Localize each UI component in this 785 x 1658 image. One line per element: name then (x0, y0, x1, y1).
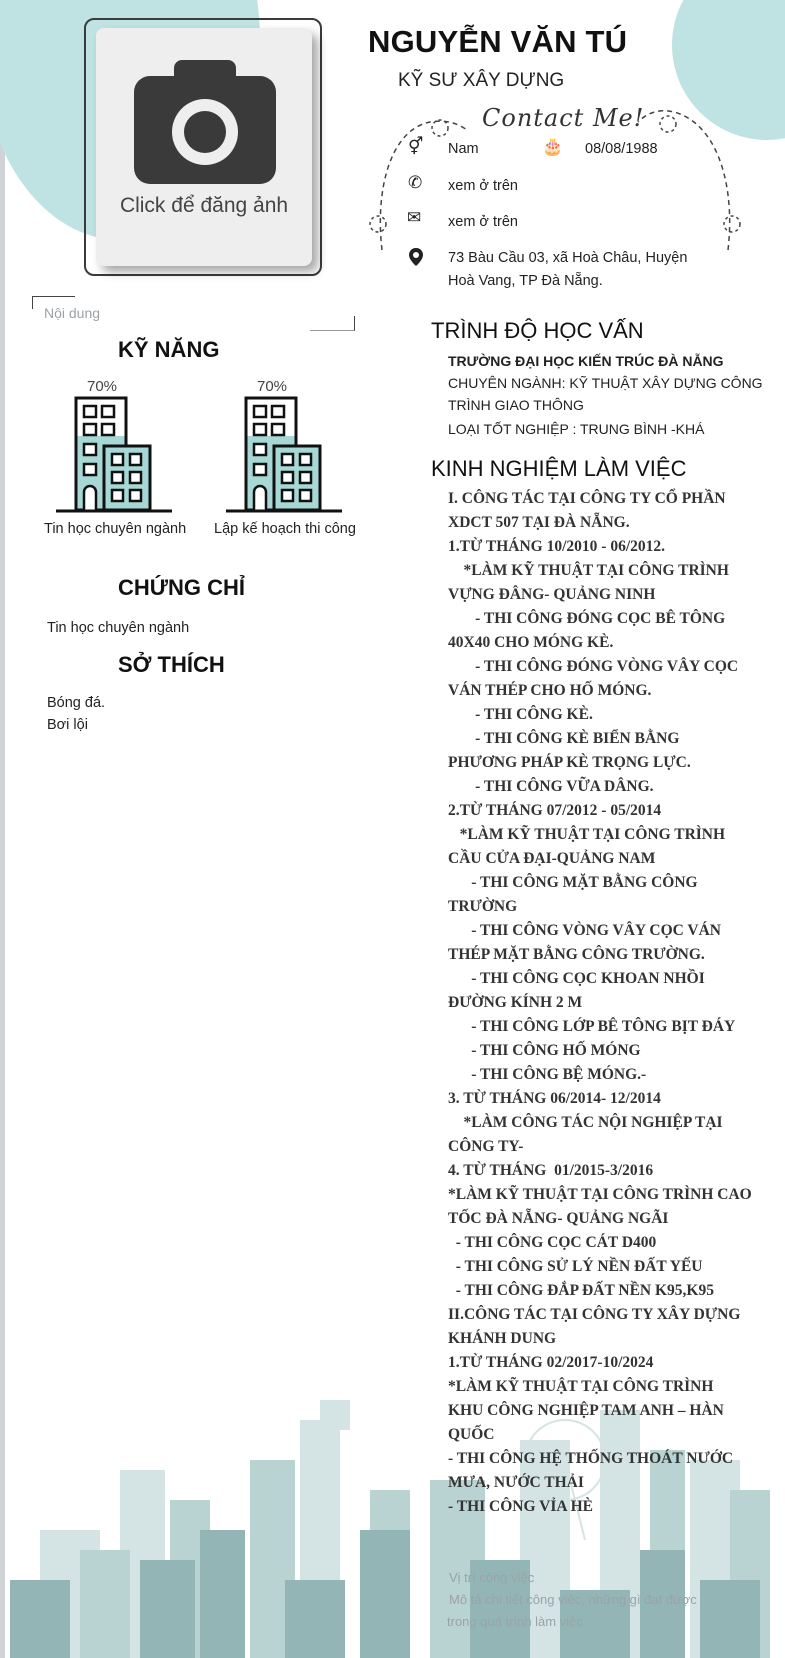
experience-line: - THI CÔNG HỐ MÓNG (448, 1042, 641, 1059)
cert-item: Tin học chuyên ngành (47, 620, 190, 636)
skills-title: KỸ NĂNG (118, 337, 220, 362)
experience-line: KHÁNH DUNG (448, 1330, 557, 1347)
experience-line: THÉP MẶT BẰNG CÔNG TRƯỜNG. (448, 946, 705, 963)
email-value: xem ở trên (448, 214, 518, 230)
experience-line: QUỐC (448, 1426, 495, 1443)
education-major-line2: TRÌNH GIAO THÔNG (448, 397, 584, 413)
experience-line: - THI CÔNG BỆ MÓNG.- (448, 1066, 647, 1083)
experience-line: - THI CÔNG SỬ LÝ NỀN ĐẤT YẾU (448, 1258, 703, 1275)
hobby-title: SỞ THÍCH (118, 652, 225, 677)
photo-upload-label: Click để đăng ảnh (119, 194, 289, 217)
experience-list (448, 487, 763, 1519)
experience-line: - THI CÔNG VÒNG VÂY CỌC VÁN (448, 922, 721, 939)
experience-line: - THI CÔNG CỌC CÁT D400 (448, 1234, 657, 1251)
experience-line: TRƯỜNG (448, 898, 518, 915)
skill-2-building-icon (226, 396, 342, 514)
gender-value: Nam (448, 141, 479, 157)
education-major-line1: CHUYÊN NGÀNH: KỸ THUẬT XÂY DỰNG CÔNG (448, 375, 763, 391)
experience-line: - THI CÔNG ĐÓNG CỌC BÊ TÔNG (448, 610, 726, 627)
experience-line: - THI CÔNG CỌC KHOAN NHỒI (448, 970, 705, 987)
location-pin-icon (408, 248, 424, 268)
experience-line: PHƯƠNG PHÁP KÈ TRỌNG LỰC. (448, 754, 691, 771)
skill-1-name: Tin học chuyên ngành (44, 521, 187, 537)
experience-line: - THI CÔNG VỮA DÂNG. (448, 778, 654, 795)
experience-line: - THI CÔNG HỆ THỐNG THOÁT NƯỚC (448, 1450, 734, 1467)
experience-line: - THI CÔNG MẶT BẰNG CÔNG (448, 874, 698, 891)
experience-line: *LÀM KỸ THUẬT TẠI CÔNG TRÌNH (448, 826, 726, 843)
experience-line: MƯA, NƯỚC THẢI (448, 1474, 584, 1491)
experience-line: - THI CÔNG KÈ BIỂN BẰNG (448, 730, 680, 747)
experience-line: KHU CÔNG NGHIỆP TAM ANH – HÀN (448, 1402, 724, 1419)
gender-icon: ⚥ (408, 137, 424, 156)
experience-line: TỐC ĐÀ NẴNG- QUẢNG NGÃI (448, 1210, 669, 1227)
education-title: TRÌNH ĐỘ HỌC VẤN (431, 318, 644, 343)
hobby-item-2: Bơi lội (47, 717, 88, 733)
experience-line: - THI CÔNG LỚP BÊ TÔNG BỊT ĐÁY (448, 1018, 736, 1035)
phone-value: xem ở trên (448, 178, 518, 194)
experience-title: KINH NGHIỆM LÀM VIỆC (431, 456, 687, 481)
education-school: TRƯỜNG ĐẠI HỌC KIẾN TRÚC ĐÀ NẴNG (448, 353, 724, 369)
experience-line: 1.TỪ THÁNG 02/2017-10/2024 (448, 1354, 654, 1371)
experience-line: ĐƯỜNG KÍNH 2 M (448, 994, 583, 1011)
photo-upload[interactable] (96, 28, 312, 266)
experience-line: VÁN THÉP CHO HỐ MÓNG. (448, 682, 652, 699)
full-name: NGUYỄN VĂN TÚ (368, 24, 628, 59)
ghost-job-desc-1[interactable]: Mô tả chi tiết công việc, những gì đạt được (449, 1592, 697, 1607)
address-line2: Hoà Vang, TP Đà Nẵng. (448, 273, 603, 289)
address-line1: 73 Bàu Cầu 03, xã Hoà Châu, Huyện (448, 250, 688, 266)
placeholder-text[interactable]: Nội dung (44, 305, 101, 321)
camera-icon (134, 60, 276, 184)
experience-line: 40X40 CHO MÓNG KÈ. (448, 634, 614, 651)
experience-line: XDCT 507 TẠI ĐÀ NẴNG. (448, 514, 630, 531)
experience-line: I. CÔNG TÁC TẠI CÔNG TY CỔ PHẦN (448, 490, 726, 507)
education-grade: LOẠI TỐT NGHIỆP : TRUNG BÌNH -KHÁ (448, 421, 705, 437)
experience-line: CẦU CỬA ĐẠI-QUẢNG NAM (448, 850, 656, 867)
ghost-job-desc-2[interactable]: trong quá trình làm việc (447, 1614, 583, 1629)
experience-line: - THI CÔNG KÈ. (448, 706, 593, 723)
experience-line: *LÀM KỸ THUẬT TẠI CÔNG TRÌNH (448, 1378, 714, 1395)
phone-icon: ✆ (408, 173, 423, 192)
skill-1-building-icon (56, 396, 172, 514)
hobby-item-1: Bóng đá. (47, 695, 106, 711)
experience-line: II.CÔNG TÁC TẠI CÔNG TY XÂY DỰNG (448, 1306, 741, 1323)
skill-1-percent: 70% (87, 378, 118, 395)
contact-title: Contact Me! (482, 104, 645, 132)
birthday-value: 08/08/1988 (585, 141, 658, 157)
birthday-cake-icon: 🎂 (542, 137, 564, 156)
experience-line: 4. TỪ THÁNG 01/2015-3/2016 (448, 1162, 654, 1179)
experience-line: - THI CÔNG VỈA HÈ (448, 1498, 593, 1515)
email-icon: ✉ (407, 208, 422, 227)
experience-line: *LÀM CÔNG TÁC NỘI NGHIỆP TẠI (448, 1114, 723, 1131)
skill-2-percent: 70% (257, 378, 288, 395)
skill-2-name: Lập kế hoạch thi công (214, 521, 356, 537)
cert-title: CHỨNG CHỈ (118, 575, 246, 600)
ghost-job-position[interactable]: Vị trí công việc (449, 1570, 535, 1585)
experience-line: 1.TỪ THÁNG 10/2010 - 06/2012. (448, 538, 666, 555)
experience-line: - THI CÔNG ĐÓNG VÒNG VÂY CỌC (448, 658, 739, 675)
experience-line: VỰNG ĐÂNG- QUẢNG NINH (448, 586, 656, 603)
experience-line: 3. TỪ THÁNG 06/2014- 12/2014 (448, 1090, 661, 1107)
experience-line: 2.TỪ THÁNG 07/2012 - 05/2014 (448, 802, 662, 819)
experience-line: *LÀM KỸ THUẬT TẠI CÔNG TRÌNH CAO (448, 1186, 752, 1203)
experience-line: CÔNG TY- (448, 1138, 524, 1155)
placeholder-corner-br (310, 316, 355, 331)
job-title: KỸ SƯ XÂY DỰNG (398, 70, 565, 91)
experience-line: *LÀM KỸ THUẬT TẠI CÔNG TRÌNH (448, 562, 729, 579)
experience-line: - THI CÔNG ĐẮP ĐẤT NỀN K95,K95 (448, 1282, 714, 1299)
